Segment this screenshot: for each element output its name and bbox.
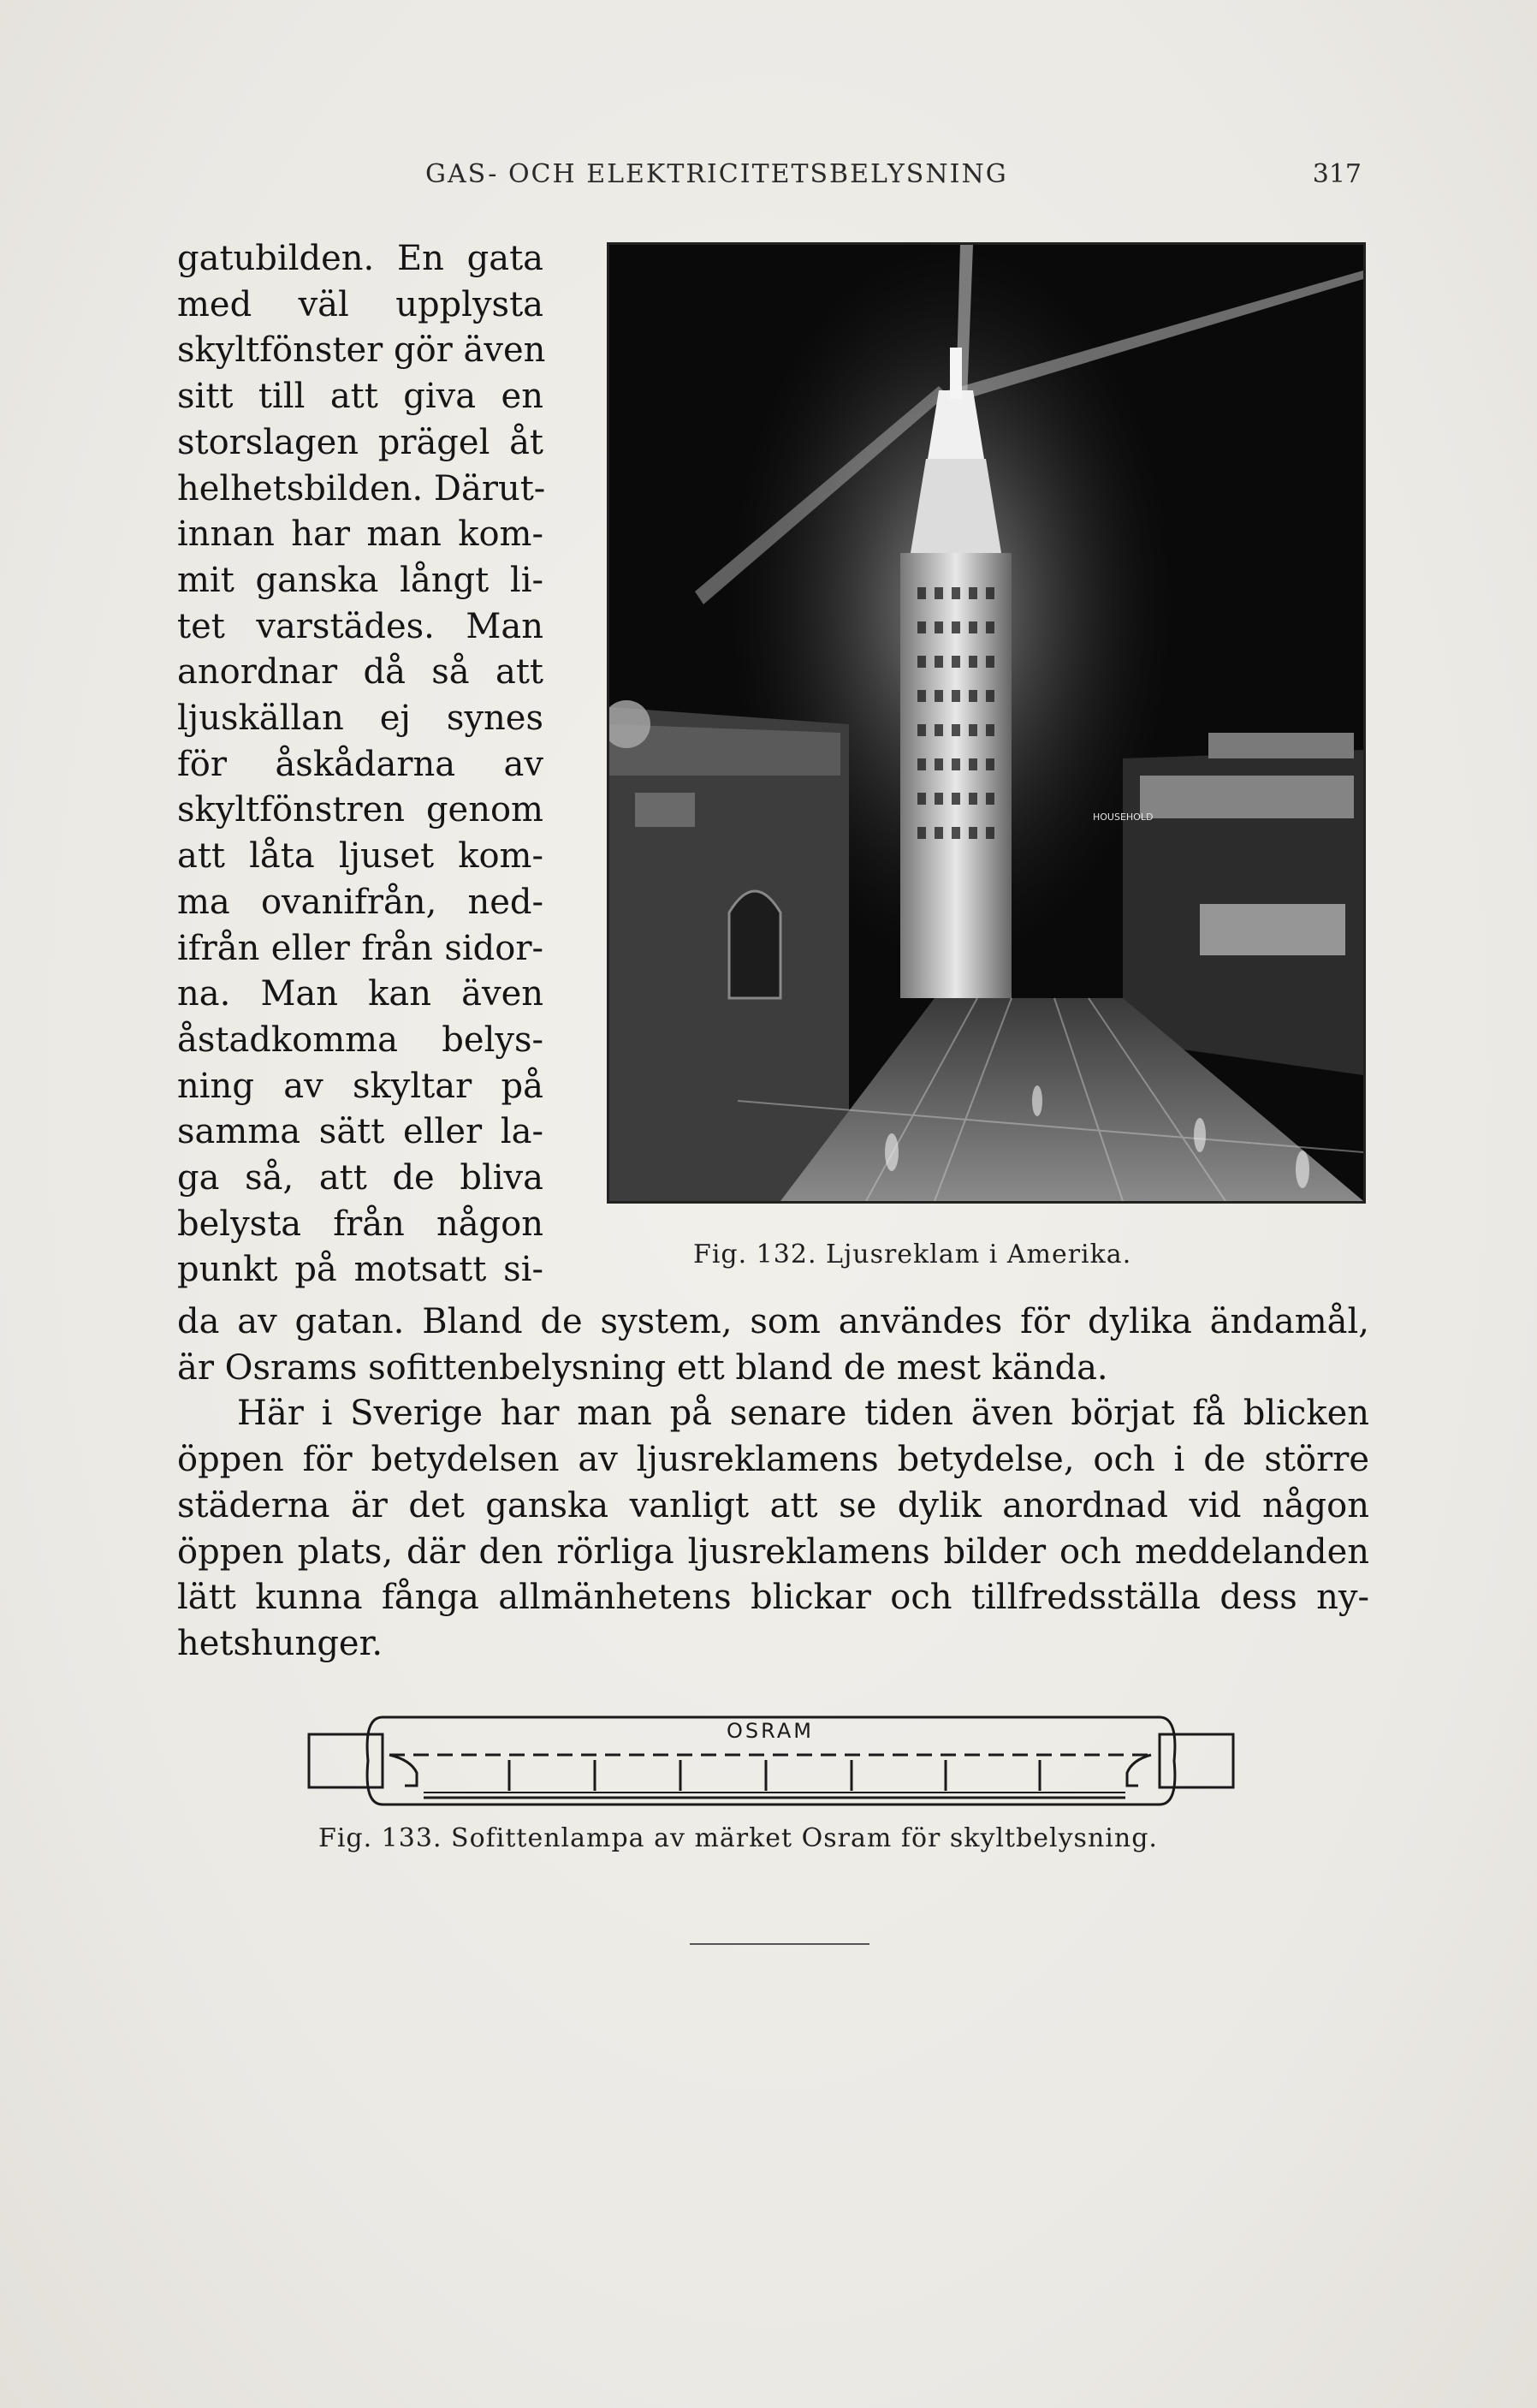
text-line: innan har man kom- [177, 514, 543, 555]
text-line: tet varstädes. Man [177, 606, 543, 646]
text-line: na. Man kan även [177, 974, 543, 1014]
figure-132-photo [607, 242, 1366, 1204]
text-line: da av gatan. Bland de system, som användes för dylika ändamål, [177, 1302, 1369, 1341]
text-line: Här i Sverige har man på senare tiden även börjat få blicken [237, 1394, 1369, 1434]
text-line: är Osrams sofittenbelysning ett bland de mest kända. [177, 1347, 1108, 1388]
text-line: punkt på motsatt si- [177, 1250, 543, 1290]
text-line: storslagen prägel åt [177, 422, 543, 462]
text-line: lätt kunna fånga allmänhetens blickar och tillfredsställa dess ny- [177, 1578, 1369, 1618]
text-line: anordnar då så att [177, 652, 543, 693]
running-head: GAS- OCH ELEKTRICITETSBELYSNING [425, 159, 1008, 189]
text-line: åstadkomma belys- [177, 1020, 543, 1060]
text-line: mit ganska långt li- [177, 560, 543, 600]
text-line: städerna är det ganska vanligt att se dylik anordnad vid någon [177, 1485, 1369, 1525]
osram-label: OSRAM [727, 1719, 814, 1743]
page-number: 317 [1312, 159, 1362, 189]
text-line: öppen för betydelsen av ljusreklamens betydelse, och i de större [177, 1440, 1369, 1480]
text-line: ning av skyltar på [177, 1066, 543, 1106]
figure-132-caption: Fig. 132. Ljusreklam i Amerika. [693, 1240, 1132, 1269]
wrapped-paragraph [177, 236, 546, 1293]
text-line: sitt till att giva en [177, 377, 543, 417]
household-sign: HOUSEHOLD [1093, 812, 1154, 823]
figure-133-lamp-drawing [304, 1692, 1237, 1828]
text-line: hetshunger. [177, 1623, 383, 1663]
text-line: skyltfönster gör även [177, 330, 546, 371]
text-line: samma sätt eller la- [177, 1112, 543, 1152]
text-line: ma ovanifrån, ned- [177, 882, 543, 922]
end-rule [690, 1943, 869, 1945]
text-line: med väl upplysta [177, 284, 543, 324]
text-line: helhetsbilden. Därut- [177, 468, 546, 508]
text-line: skyltfönstren genom [177, 790, 543, 830]
text-line: ga så, att de bliva [177, 1158, 543, 1198]
text-line: för åskådarna av [177, 744, 543, 784]
text-line: att låta ljuset kom- [177, 836, 543, 877]
text-line: ifrån eller från sidor- [177, 928, 543, 968]
text-line: ljuskällan ej synes [177, 699, 543, 739]
text-line: öppen plats, där den rörliga ljusreklamens bilder och meddelanden [177, 1531, 1369, 1572]
figure-133-caption: Fig. 133. Sofittenlampa av märket Osram för skyltbelysning. [318, 1823, 1158, 1853]
body-text [177, 1299, 1369, 1668]
text-line: gatubilden. En gata [177, 239, 543, 278]
text-line: belysta från någon [177, 1204, 543, 1244]
